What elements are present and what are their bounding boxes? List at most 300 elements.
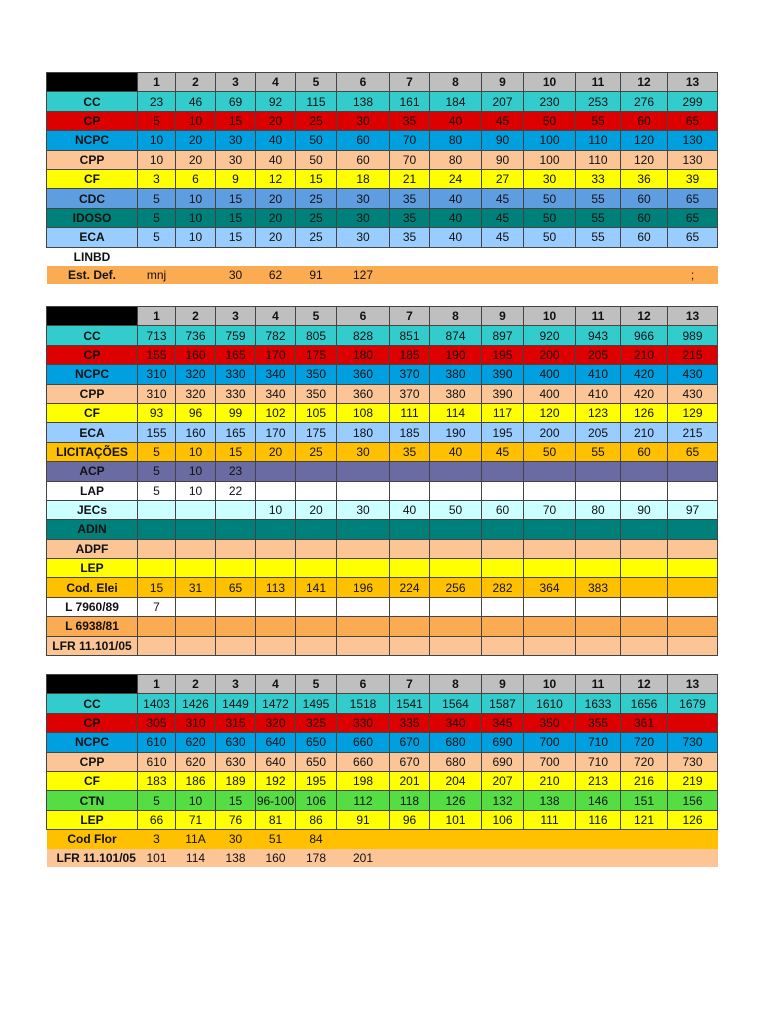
table-cell <box>256 559 296 578</box>
table-cell: 350 <box>296 365 337 384</box>
table-cell <box>216 636 256 655</box>
table-cell <box>576 636 621 655</box>
table-row <box>47 617 718 636</box>
table-cell: 114 <box>185 850 206 865</box>
table-row <box>47 92 718 111</box>
table-cell: 20 <box>256 189 296 208</box>
table-cell: 205 <box>576 423 621 442</box>
table-cell: 1610 <box>524 694 576 713</box>
table-cell: 340 <box>430 713 482 732</box>
table-cell: 99 <box>216 403 256 422</box>
table-cell <box>337 462 390 481</box>
row-label: CTN <box>47 791 138 810</box>
table-cell: 198 <box>337 771 390 790</box>
table-cell <box>256 617 296 636</box>
table-cell: 1472 <box>256 694 296 713</box>
table-cell: 36 <box>621 169 668 188</box>
table-row <box>47 228 718 247</box>
table-cell: 640 <box>256 733 296 752</box>
table-cell: 40 <box>256 150 296 169</box>
row-label: ADIN <box>47 520 138 539</box>
table-cell <box>482 266 524 284</box>
row-label: CP <box>47 345 138 364</box>
table-cell: 40 <box>256 131 296 150</box>
table-cell: 69 <box>216 92 256 111</box>
table-2 <box>46 306 718 656</box>
table-cell <box>337 617 390 636</box>
table-cell <box>390 617 430 636</box>
table-cell: 680 <box>430 752 482 771</box>
table-cell: 10 <box>176 111 216 130</box>
header-row <box>47 307 718 326</box>
table-cell <box>337 636 390 655</box>
table-cell <box>668 559 718 578</box>
table-cell: 620 <box>176 752 216 771</box>
table-cell <box>668 636 718 655</box>
table-cell: 30 <box>216 131 256 150</box>
table-cell <box>337 247 390 266</box>
table-cell: 219 <box>668 771 718 790</box>
header-cell: 8 <box>430 675 482 694</box>
table-cell: 660 <box>337 733 390 752</box>
header-corner-cell <box>47 675 138 694</box>
header-cell: 10 <box>524 307 576 326</box>
table-row <box>47 791 718 810</box>
row-label: Cod. Elei <box>47 578 138 597</box>
table-cell <box>524 830 576 849</box>
table-cell: 132 <box>482 791 524 810</box>
table-cell: 383 <box>576 578 621 597</box>
table-row <box>47 266 718 284</box>
table-cell <box>256 481 296 500</box>
table-cell <box>430 462 482 481</box>
table-cell: 70 <box>390 131 430 150</box>
table-cell: 299 <box>668 92 718 111</box>
table-cell <box>576 830 621 849</box>
table-cell: 15 <box>216 208 256 227</box>
table-cell: 430 <box>668 365 718 384</box>
table-cell: 310 <box>138 384 176 403</box>
table-cell <box>524 539 576 558</box>
table-cell <box>576 849 621 867</box>
table-cell <box>576 247 621 266</box>
table-cell: 205 <box>576 345 621 364</box>
table-cell <box>482 462 524 481</box>
table-cell: 101 <box>430 810 482 829</box>
table-cell: 690 <box>482 733 524 752</box>
table-cell: 410 <box>576 365 621 384</box>
table-cell: 325 <box>296 713 337 732</box>
row-label: LFR 11.101/05 <box>56 850 136 865</box>
table-row <box>47 384 718 403</box>
table-cell: 65 <box>668 228 718 247</box>
table-cell <box>216 500 256 519</box>
table-cell: 204 <box>430 771 482 790</box>
header-cell: 3 <box>216 675 256 694</box>
table-cell: 190 <box>430 345 482 364</box>
table-cell: 66 <box>138 810 176 829</box>
table-cell: 50 <box>296 150 337 169</box>
table-cell: 20 <box>296 500 337 519</box>
table-cell: 15 <box>216 189 256 208</box>
table-cell: 195 <box>482 423 524 442</box>
table-cell: 81 <box>256 810 296 829</box>
table-cell <box>390 520 430 539</box>
header-cell: 9 <box>482 675 524 694</box>
header-cell: 11 <box>576 675 621 694</box>
table-cell <box>430 636 482 655</box>
table-cell <box>176 539 216 558</box>
table-cell <box>524 849 576 867</box>
table-cell <box>390 830 430 849</box>
table-cell: 12 <box>256 169 296 188</box>
header-corner-cell <box>47 307 138 326</box>
table-cell <box>576 481 621 500</box>
table-cell: 102 <box>256 403 296 422</box>
table-cell: 21 <box>390 169 430 188</box>
table-cell: 282 <box>482 578 524 597</box>
table-cell: 216 <box>621 771 668 790</box>
header-row <box>47 675 718 694</box>
table-cell: 190 <box>430 423 482 442</box>
table-cell: 39 <box>668 169 718 188</box>
table-cell: 27 <box>482 169 524 188</box>
table-cell <box>576 559 621 578</box>
table-cell: 62 <box>268 268 283 283</box>
table-cell <box>216 539 256 558</box>
table-cell: 759 <box>216 326 256 345</box>
row-label: CDC <box>47 189 138 208</box>
table-cell: 92 <box>256 92 296 111</box>
table-cell: 65 <box>668 208 718 227</box>
row-label: CC <box>47 92 138 111</box>
table-cell: 22 <box>216 481 256 500</box>
table-cell: 15 <box>296 169 337 188</box>
table-cell: 989 <box>668 326 718 345</box>
header-cell: 1 <box>138 307 176 326</box>
table-cell: 80 <box>576 500 621 519</box>
table-cell <box>621 830 668 849</box>
table-cell: 20 <box>256 228 296 247</box>
table-cell: 330 <box>337 713 390 732</box>
table-cell <box>524 559 576 578</box>
table-cell: 10 <box>256 500 296 519</box>
table-cell: 106 <box>482 810 524 829</box>
table-cell: 364 <box>524 578 576 597</box>
table-cell <box>337 597 390 616</box>
table-cell: 40 <box>430 442 482 461</box>
table-cell: 175 <box>296 345 337 364</box>
table-cell <box>138 500 176 519</box>
table-cell: 253 <box>576 92 621 111</box>
table-row <box>47 597 718 616</box>
table-cell: 50 <box>524 228 576 247</box>
header-cell: 2 <box>176 73 216 92</box>
table-cell <box>482 617 524 636</box>
table-cell <box>337 520 390 539</box>
table-cell: 30 <box>337 500 390 519</box>
table-cell <box>576 597 621 616</box>
header-row <box>47 73 718 92</box>
header-corner-cell <box>47 73 138 92</box>
table-cell: 15 <box>138 578 176 597</box>
table-cell: 24 <box>430 169 482 188</box>
table-cell <box>176 597 216 616</box>
table-row <box>47 771 718 790</box>
table-cell: 180 <box>337 423 390 442</box>
table-cell: 25 <box>296 228 337 247</box>
table-cell: 851 <box>390 326 430 345</box>
table-cell <box>256 539 296 558</box>
table-cell <box>668 617 718 636</box>
header-cell: 1 <box>138 73 176 92</box>
table-cell: 96-100 <box>256 791 296 810</box>
table-cell <box>138 539 176 558</box>
header-cell: 1 <box>138 675 176 694</box>
table-cell: 155 <box>138 423 176 442</box>
table-cell <box>390 462 430 481</box>
header-cell: 8 <box>430 73 482 92</box>
table-cell: 50 <box>524 442 576 461</box>
table-cell <box>176 617 216 636</box>
table-cell <box>524 481 576 500</box>
table-cell: 320 <box>176 384 216 403</box>
table-cell: 370 <box>390 365 430 384</box>
table-cell: 60 <box>621 442 668 461</box>
table-cell: 10 <box>176 189 216 208</box>
table-cell: 50 <box>524 111 576 130</box>
table-cell <box>337 559 390 578</box>
table-row <box>47 326 718 345</box>
table-cell: 50 <box>430 500 482 519</box>
table-cell: 5 <box>138 111 176 130</box>
table-row <box>47 520 718 539</box>
header-cell: 6 <box>337 307 390 326</box>
table-cell: 65 <box>216 578 256 597</box>
table-cell: 380 <box>430 365 482 384</box>
header-cell: 5 <box>296 73 337 92</box>
row-label: CP <box>47 713 138 732</box>
table-cell <box>482 481 524 500</box>
table-cell: 210 <box>621 423 668 442</box>
table-cell: 874 <box>430 326 482 345</box>
table-cell: 400 <box>524 384 576 403</box>
table-cell: 620 <box>176 733 216 752</box>
table-cell: 45 <box>482 442 524 461</box>
table-cell <box>524 617 576 636</box>
table-cell: 630 <box>216 752 256 771</box>
row-label: NCPC <box>47 733 138 752</box>
table-cell <box>482 559 524 578</box>
table-cell: 51 <box>268 832 283 847</box>
table-cell: 805 <box>296 326 337 345</box>
table-cell <box>524 462 576 481</box>
table-cell <box>216 617 256 636</box>
row-label: CF <box>47 169 138 188</box>
table-cell: 15 <box>216 442 256 461</box>
table-row <box>47 578 718 597</box>
table-cell: 276 <box>621 92 668 111</box>
table-cell: 30 <box>228 832 243 847</box>
table-cell: 55 <box>576 189 621 208</box>
table-cell <box>430 559 482 578</box>
table-row <box>47 830 718 849</box>
table-cell <box>337 481 390 500</box>
table-cell <box>576 266 621 284</box>
table-cell: 151 <box>621 791 668 810</box>
table-3 <box>46 674 718 867</box>
table-cell <box>482 830 524 849</box>
table-cell <box>138 559 176 578</box>
header-cell: 4 <box>256 675 296 694</box>
table-cell <box>668 713 718 732</box>
table-cell <box>216 520 256 539</box>
table-cell <box>176 247 216 266</box>
table-cell <box>524 520 576 539</box>
table-cell: 230 <box>524 92 576 111</box>
table-cell: 11A <box>185 832 206 847</box>
table-cell: 156 <box>668 791 718 810</box>
table-cell <box>430 247 482 266</box>
table-cell: 361 <box>621 713 668 732</box>
row-label: CF <box>47 771 138 790</box>
table-row <box>47 810 718 829</box>
table-cell <box>390 849 430 867</box>
table-cell: 10 <box>176 442 216 461</box>
table-cell: 610 <box>138 733 176 752</box>
table-cell: 430 <box>668 384 718 403</box>
table-cell: 65 <box>668 442 718 461</box>
table-cell: 200 <box>524 423 576 442</box>
table-cell: 112 <box>337 791 390 810</box>
table-cell: 111 <box>390 403 430 422</box>
table-cell <box>216 559 256 578</box>
table-cell: 90 <box>482 131 524 150</box>
table-cell: 114 <box>430 403 482 422</box>
table-cell: 189 <box>216 771 256 790</box>
table-cell <box>621 247 668 266</box>
table-cell: 97 <box>668 500 718 519</box>
table-cell: 106 <box>296 791 337 810</box>
header-cell: 2 <box>176 307 216 326</box>
table-cell: 201 <box>390 771 430 790</box>
table-cell: 897 <box>482 326 524 345</box>
table-cell: 118 <box>390 791 430 810</box>
header-cell: 3 <box>216 307 256 326</box>
table-cell: 18 <box>337 169 390 188</box>
table-cell: 650 <box>296 733 337 752</box>
table-cell: 23 <box>216 462 256 481</box>
row-label: L 6938/81 <box>47 617 138 636</box>
table-cell: 46 <box>176 92 216 111</box>
table-cell: ; <box>690 268 695 283</box>
table-cell: 23 <box>138 92 176 111</box>
table-cell: 126 <box>621 403 668 422</box>
table-cell: 720 <box>621 752 668 771</box>
table-cell: 350 <box>296 384 337 403</box>
table-cell: 320 <box>256 713 296 732</box>
table-cell: 3 <box>153 832 160 847</box>
table-cell <box>256 597 296 616</box>
table-cell: 700 <box>524 733 576 752</box>
table-cell: 165 <box>216 345 256 364</box>
table-cell <box>296 481 337 500</box>
table-cell <box>176 500 216 519</box>
table-cell: 420 <box>621 384 668 403</box>
table-cell: 5 <box>138 462 176 481</box>
table-cell <box>668 481 718 500</box>
table-cell: 207 <box>482 92 524 111</box>
table-cell <box>296 636 337 655</box>
header-cell: 6 <box>337 675 390 694</box>
table-cell: 25 <box>296 442 337 461</box>
row-label: CPP <box>47 752 138 771</box>
table-cell: 25 <box>296 111 337 130</box>
table-cell: 195 <box>482 345 524 364</box>
table-cell: 335 <box>390 713 430 732</box>
table-cell: 630 <box>216 733 256 752</box>
table-cell <box>668 849 718 867</box>
table-cell: 35 <box>390 442 430 461</box>
table-cell <box>390 266 430 284</box>
table-cell: 315 <box>216 713 256 732</box>
table-cell <box>482 247 524 266</box>
header-cell: 10 <box>524 675 576 694</box>
header-cell: 12 <box>621 307 668 326</box>
table-cell: 127 <box>352 268 374 283</box>
table-cell: 40 <box>430 228 482 247</box>
table-cell <box>482 520 524 539</box>
table-cell: 25 <box>296 189 337 208</box>
table-cell: 129 <box>668 403 718 422</box>
table-cell: 50 <box>524 189 576 208</box>
table-cell: 40 <box>430 111 482 130</box>
table-cell: 55 <box>576 442 621 461</box>
row-label: ECA <box>47 228 138 247</box>
table-cell: 782 <box>256 326 296 345</box>
table-cell: 30 <box>337 228 390 247</box>
table-cell: 40 <box>430 189 482 208</box>
table-cell <box>621 597 668 616</box>
table-cell <box>430 830 482 849</box>
table-cell: 130 <box>668 150 718 169</box>
table-cell: 210 <box>524 771 576 790</box>
table-cell: 610 <box>138 752 176 771</box>
table-cell <box>430 481 482 500</box>
table-cell: 178 <box>305 850 327 865</box>
row-label: LEP <box>47 810 138 829</box>
table-cell: 117 <box>482 403 524 422</box>
table-cell: 943 <box>576 326 621 345</box>
table-row <box>47 733 718 752</box>
header-cell: 11 <box>576 307 621 326</box>
header-cell: 7 <box>390 307 430 326</box>
table-cell: 5 <box>138 442 176 461</box>
table-cell: 390 <box>482 384 524 403</box>
table-cell: 180 <box>337 345 390 364</box>
table-row <box>47 111 718 130</box>
table-cell <box>296 617 337 636</box>
table-cell: 90 <box>482 150 524 169</box>
table-cell: 35 <box>390 189 430 208</box>
table-cell: 1495 <box>296 694 337 713</box>
row-label: LICITAÇÕES <box>47 442 138 461</box>
table-cell: 10 <box>176 208 216 227</box>
table-cell <box>621 462 668 481</box>
table-cell: 1518 <box>337 694 390 713</box>
table-row <box>47 189 718 208</box>
table-cell: 420 <box>621 365 668 384</box>
